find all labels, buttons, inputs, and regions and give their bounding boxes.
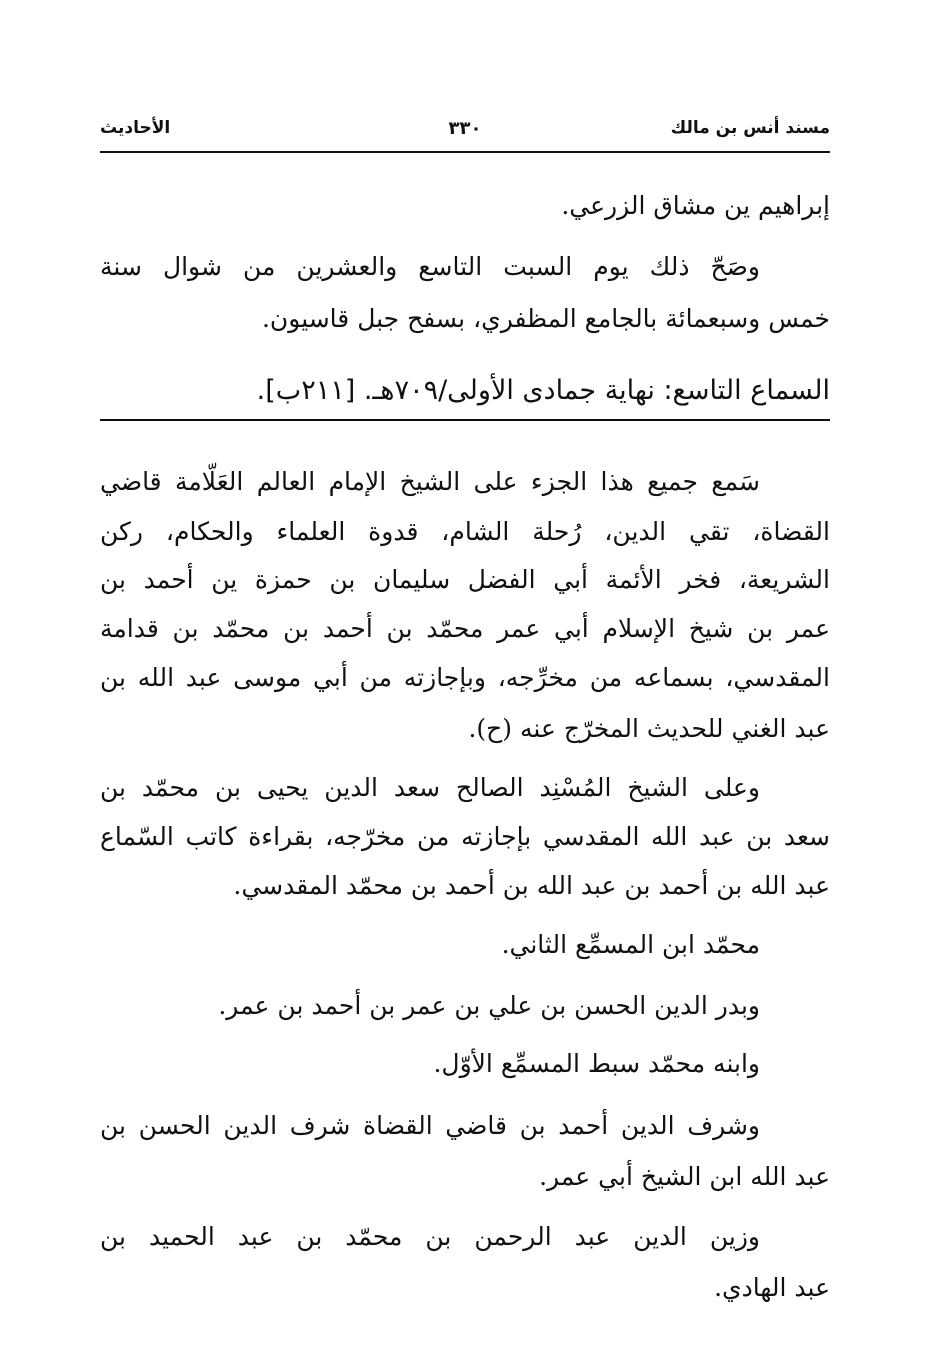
text-line: خمس وسبعمائة بالجامع المظفري، بسفح جبل قاسيون. [261, 304, 830, 333]
text-line: عبد الهادي. [714, 1273, 830, 1302]
text-line: محمّد ابن المسمِّع الثاني. [501, 930, 760, 959]
sama-title: السماع التاسع: نهاية جمادى الأولى/٧٠٩هـ. [٢١١ب]. [256, 375, 830, 406]
text-line: الشريعة، فخر الأئمة أبي الفضل سليمان بن حمزة ين أحمد بن [100, 565, 830, 594]
text-line: عمر بن شيخ الإسلام أبي عمر محمّد بن أحمد بن محمّد بن قدامة [100, 614, 830, 643]
text-line: وعلى الشيخ المُسْنِد الصالح سعد الدين يحيى بن محمّد بن [100, 773, 760, 802]
document-page [100, 0, 830, 1353]
section-rule [100, 419, 830, 421]
text-line: وابنه محمّد سبط المسمِّع الأوّل. [433, 1049, 760, 1078]
text-line: وزين الدين عبد الرحمن بن محمّد بن عبد الحميد بن [100, 1222, 760, 1251]
text-line: وشرف الدين أحمد بن قاضي القضاة شرف الدين الحسن بن [100, 1111, 760, 1140]
section-title: الأحاديث [100, 118, 171, 138]
text-line: عبد الله ابن الشيخ أبي عمر. [539, 1162, 830, 1191]
text-line: إبراهيم ين مشاق الزرعي. [561, 191, 830, 220]
text-line: المقدسي، بسماعه من مخرِّجه، وبإجازته من أبي موسى عبد الله بن [100, 663, 830, 692]
header-rule [100, 151, 830, 153]
text-line: سعد بن عبد الله المقدسي بإجازته من مخرّجه، بقراءة كاتب السّماع [100, 822, 830, 851]
text-line: سَمع جميع هذا الجزء على الشيخ الإمام العالم العَلّامة قاضي [100, 467, 760, 496]
page-number: ٣٣٠ [448, 118, 482, 139]
book-title: مسند أنس بن مالك [670, 118, 830, 138]
text-line: القضاة، تقي الدين، رُحلة الشام، قدوة العلماء والحكام، ركن [100, 517, 830, 546]
text-line: وصَحّ ذلك يوم السبت التاسع والعشرين من شوال سنة [100, 252, 760, 281]
running-header [100, 118, 830, 146]
text-line: وبدر الدين الحسن بن علي بن عمر بن أحمد بن عمر. [218, 991, 760, 1020]
text-line: عبد الغني للحديث المخرّج عنه (ح). [468, 714, 830, 743]
text-line: عبد الله بن أحمد بن عبد الله بن أحمد بن محمّد المقدسي. [233, 871, 830, 900]
